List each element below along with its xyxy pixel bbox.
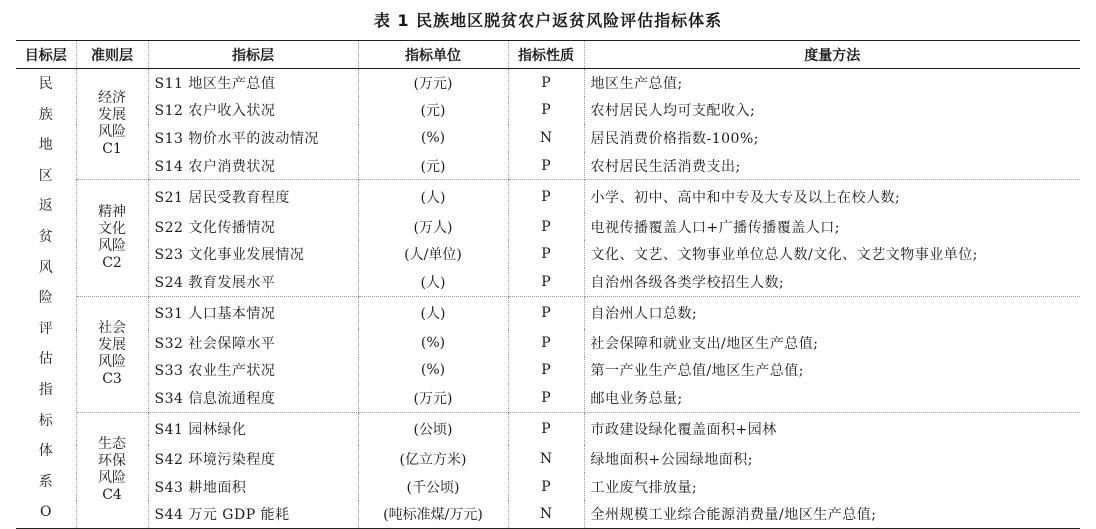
header-criterion-layer: 准则层 — [76, 41, 148, 69]
target-layer-char: 民 — [38, 76, 53, 92]
unit-cell: (公顷) — [358, 412, 508, 445]
criterion-line: 社会 — [98, 320, 126, 337]
criterion-line: 经济 — [98, 90, 126, 107]
unit-cell: (%) — [358, 329, 508, 357]
criterion-line: 风险 — [98, 237, 126, 254]
method-cell: 文化、文艺、文物事业单位总人数/文化、文艺文物事业单位; — [590, 247, 978, 264]
target-layer-cell — [16, 69, 76, 529]
method-cell: 工业废气排放量; — [590, 479, 698, 496]
header-indicator-layer: 指标层 — [148, 41, 358, 69]
method-cell: 全州规模工业综合能源消费量/地区生产总值; — [584, 500, 1080, 528]
target-layer-char: 风 — [38, 259, 53, 276]
target-layer-char: 贫 — [38, 228, 53, 245]
method-cell: 居民消费价格指数-100%; — [590, 130, 759, 147]
criterion-line: 发展 — [98, 337, 126, 354]
indicator-cell: S42 环境污染程度 — [148, 445, 358, 473]
unit-cell: (人) — [358, 268, 508, 296]
table-row — [16, 268, 1080, 296]
nature-cell: P — [508, 69, 584, 97]
unit-cell: (元) — [358, 97, 508, 125]
indicator-cell: S22 文化传播情况 — [148, 213, 358, 241]
indicator-cell: S34 信息流通程度 — [148, 384, 358, 412]
table-row — [16, 124, 1080, 152]
nature-cell: P — [508, 329, 584, 357]
indicator-cell: S12 农户收入状况 — [148, 97, 358, 125]
criterion-line: 文化 — [98, 220, 126, 237]
method-cell: 小学、初中、高中和中专及大专及以上在校人数; — [590, 189, 901, 206]
criterion-line: 风险 — [98, 124, 126, 141]
nature-cell: N — [508, 445, 584, 473]
table-row — [16, 240, 1080, 268]
method-cell: 农村居民人均可支配收入; — [590, 103, 756, 120]
criterion-cell — [76, 296, 148, 412]
nature-cell: P — [508, 152, 584, 180]
unit-cell: (万元) — [358, 384, 508, 412]
table-row — [16, 213, 1080, 241]
indicator-cell: S44 万元 GDP 能耗 — [148, 500, 358, 528]
method-cell: 地区生产总值; — [590, 75, 683, 92]
table-row — [16, 329, 1080, 357]
nature-cell: P — [508, 384, 584, 412]
nature-cell: P — [508, 268, 584, 296]
indicator-cell: S41 园林绿化 — [148, 412, 358, 445]
indicator-table — [16, 40, 1080, 529]
target-layer-char: 系 — [38, 473, 53, 490]
nature-cell: P — [508, 97, 584, 125]
method-cell: 绿地面积+公园绿地面积; — [590, 451, 753, 468]
indicator-cell: S13 物价水平的波动情况 — [148, 124, 358, 152]
table-row — [16, 69, 1080, 97]
indicator-cell: S33 农业生产状况 — [148, 357, 358, 385]
criterion-line: C1 — [102, 141, 122, 158]
target-layer-char: 险 — [38, 290, 53, 307]
indicator-cell: S21 居民受教育程度 — [148, 180, 358, 213]
table-row — [16, 384, 1080, 412]
method-cell: 社会保障和就业支出/地区生产总值; — [590, 335, 819, 352]
nature-cell: P — [508, 213, 584, 241]
header-target-layer: 目标层 — [16, 41, 76, 69]
unit-cell: (%) — [358, 357, 508, 385]
header-indicator-nature: 指标性质 — [508, 41, 584, 69]
target-layer-char: 区 — [38, 167, 53, 184]
unit-cell: (吨标准煤/万元) — [358, 500, 508, 528]
indicator-cell: S43 耕地面积 — [148, 473, 358, 501]
nature-cell: P — [508, 180, 584, 213]
target-layer-char: 地 — [38, 137, 53, 154]
table-row — [16, 357, 1080, 385]
nature-cell: P — [508, 357, 584, 385]
indicator-cell: S31 人口基本情况 — [148, 296, 358, 329]
criterion-line: C4 — [102, 487, 122, 504]
table-row — [16, 180, 1080, 213]
target-layer-char: 族 — [38, 106, 53, 123]
unit-cell: (%) — [358, 124, 508, 152]
nature-cell: N — [508, 500, 584, 528]
indicator-cell: S23 文化事业发展情况 — [148, 240, 358, 268]
unit-cell: (亿立方米) — [358, 445, 508, 473]
unit-cell: (千公顷) — [358, 473, 508, 501]
table-title: 表 1 民族地区脱贫农户返贫风险评估指标体系 — [373, 11, 723, 30]
table-body — [16, 69, 1080, 529]
header-indicator-unit: 指标单位 — [358, 41, 508, 69]
table-row — [16, 412, 1080, 445]
indicator-cell: S24 教育发展水平 — [148, 268, 358, 296]
table-row — [16, 97, 1080, 125]
unit-cell: (人) — [358, 180, 508, 213]
method-cell: 市政建设绿化覆盖面积+园林 — [590, 421, 777, 438]
unit-cell: (元) — [358, 152, 508, 180]
table-row — [16, 152, 1080, 180]
target-layer-char: 标 — [38, 412, 53, 429]
target-layer-char: 指 — [38, 381, 53, 398]
criterion-line: 发展 — [98, 107, 126, 124]
header-row — [16, 41, 1080, 69]
target-layer-char: 估 — [38, 351, 53, 368]
method-cell: 电视传播覆盖人口+广播传播覆盖人口; — [590, 219, 840, 236]
target-layer-char: 返 — [38, 198, 53, 215]
unit-cell: (人) — [358, 296, 508, 329]
criterion-line: 风险 — [98, 354, 126, 371]
target-layer-char: 评 — [38, 320, 53, 337]
table-row — [16, 296, 1080, 329]
indicator-cell: S11 地区生产总值 — [148, 69, 358, 97]
criterion-cell — [76, 69, 148, 180]
unit-cell: (万人) — [358, 213, 508, 241]
target-layer-char: O — [40, 504, 52, 521]
table-row — [16, 445, 1080, 473]
method-cell: 自治州各级各类学校招生人数; — [584, 268, 1080, 296]
criterion-line: 生态 — [98, 436, 126, 453]
criterion-line: C3 — [102, 371, 122, 388]
criterion-line: 风险 — [98, 470, 126, 487]
nature-cell: P — [508, 240, 584, 268]
method-cell: 农村居民生活消费支出; — [584, 152, 1080, 180]
criterion-line: 精神 — [98, 203, 126, 220]
method-cell: 第一产业生产总值/地区生产总值; — [590, 363, 804, 380]
nature-cell: P — [508, 412, 584, 445]
table-row — [16, 473, 1080, 501]
criterion-line: C2 — [102, 254, 122, 271]
header-measurement-method: 度量方法 — [584, 41, 1080, 69]
indicator-cell: S32 社会保障水平 — [148, 329, 358, 357]
table-row — [16, 500, 1080, 528]
method-cell: 自治州人口总数; — [590, 305, 698, 322]
nature-cell: P — [508, 473, 584, 501]
indicator-cell: S14 农户消费状况 — [148, 152, 358, 180]
criterion-cell — [76, 412, 148, 528]
unit-cell: (万元) — [358, 69, 508, 97]
criterion-line: 环保 — [98, 453, 126, 470]
unit-cell: (人/单位) — [358, 240, 508, 268]
criterion-cell — [76, 180, 148, 296]
nature-cell: N — [508, 124, 584, 152]
target-layer-char: 体 — [38, 443, 53, 460]
nature-cell: P — [508, 296, 584, 329]
method-cell: 邮电业务总量; — [584, 384, 1080, 412]
